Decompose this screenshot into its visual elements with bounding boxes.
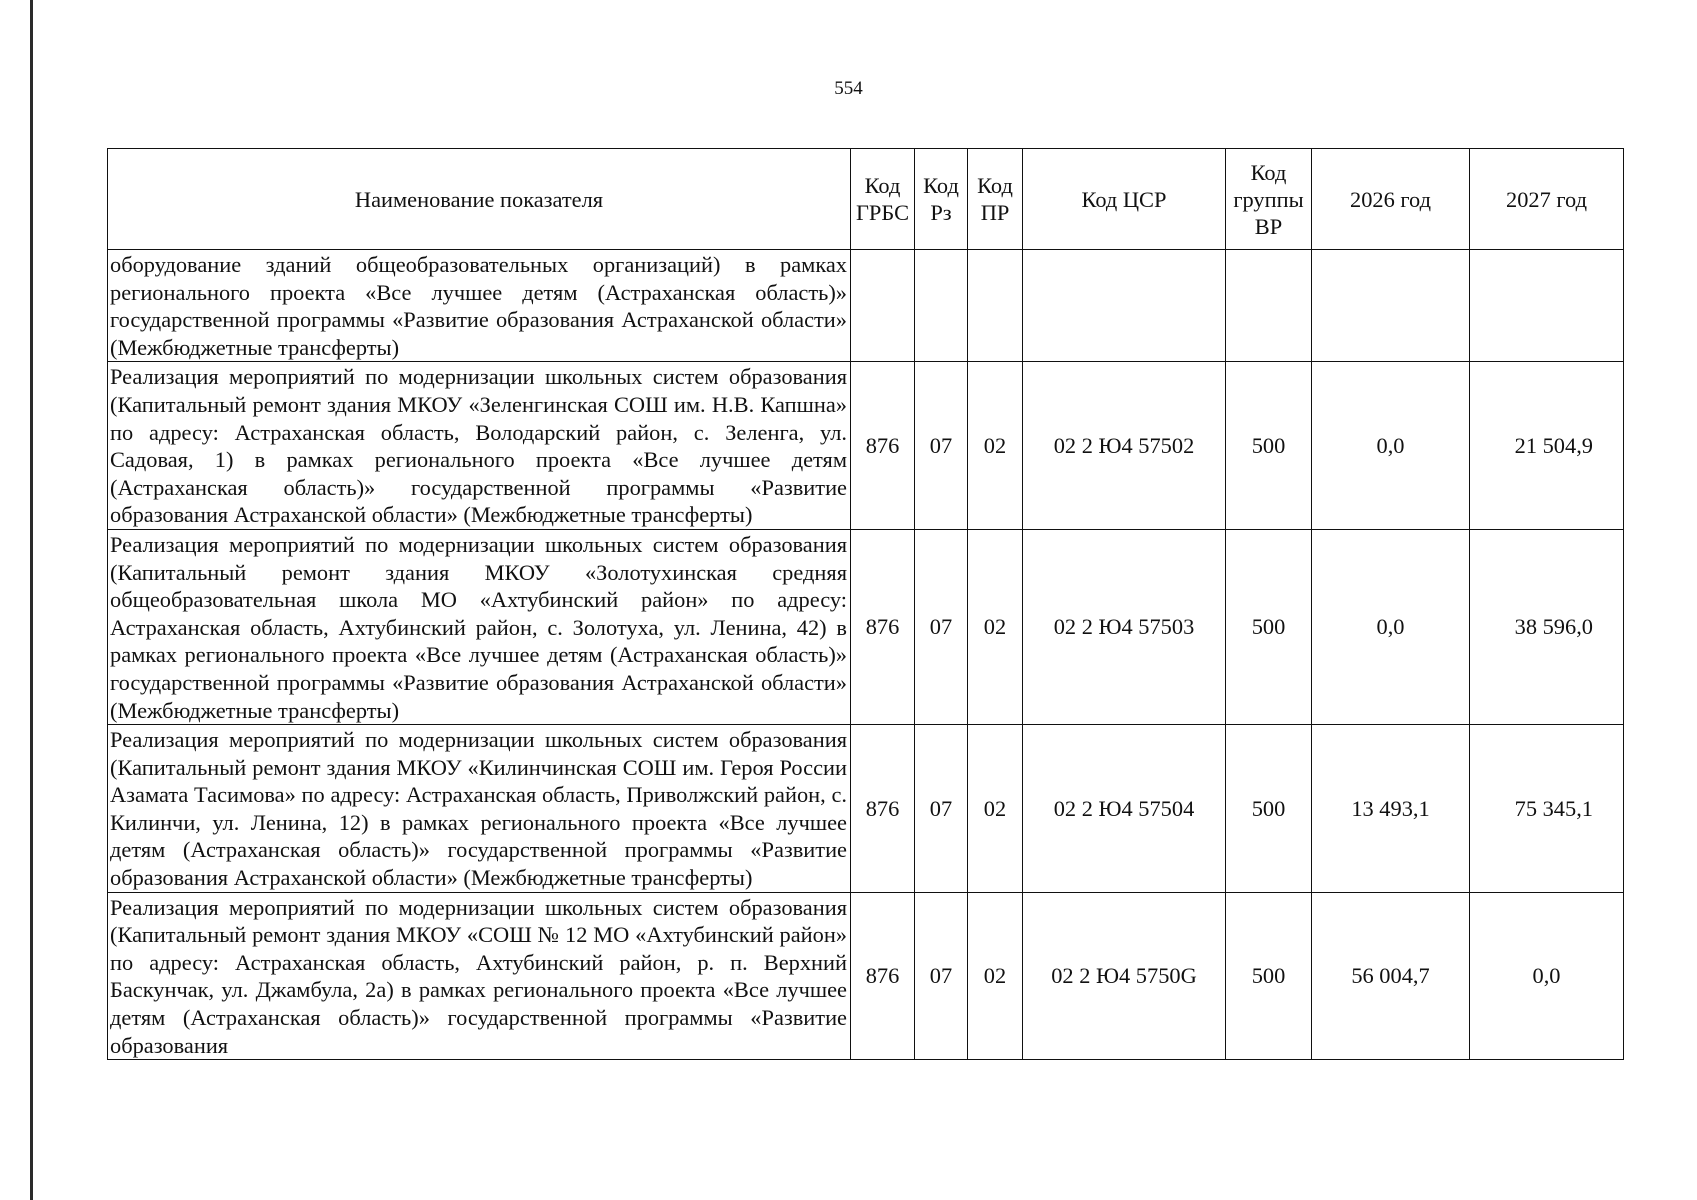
- cell-grbs: [851, 250, 915, 362]
- cell-pr: 02: [968, 529, 1023, 724]
- cell-csr: [1023, 250, 1226, 362]
- cell-pr: 02: [968, 892, 1023, 1060]
- cell-name: оборудование зданий общеобразовательных организаций) в рамках регионального проекта «Все лучшее детям (Астраханская область)» государственной программы «Развитие образования Астраханской области» (Межбюджетные трансферты): [108, 250, 851, 362]
- cell-2027: 38 596,0: [1470, 529, 1624, 724]
- cell-pr: [968, 250, 1023, 362]
- cell-csr: 02 2 Ю4 57502: [1023, 362, 1226, 530]
- cell-pr: 02: [968, 725, 1023, 893]
- cell-2027: 21 504,9: [1470, 362, 1624, 530]
- scan-edge-line: [30, 0, 33, 1200]
- cell-rz: 07: [915, 529, 968, 724]
- cell-csr: 02 2 Ю4 57503: [1023, 529, 1226, 724]
- cell-rz: 07: [915, 725, 968, 893]
- cell-vr: [1226, 250, 1312, 362]
- cell-rz: 07: [915, 362, 968, 530]
- header-name: Наименование показателя: [108, 149, 851, 250]
- cell-2026: 56 004,7: [1312, 892, 1470, 1060]
- cell-grbs: 876: [851, 725, 915, 893]
- cell-vr: 500: [1226, 529, 1312, 724]
- budget-table: [107, 148, 1624, 1060]
- cell-2027: 75 345,1: [1470, 725, 1624, 893]
- cell-2026: 0,0: [1312, 362, 1470, 530]
- header-grbs: Код ГРБС: [851, 149, 915, 250]
- cell-grbs: 876: [851, 362, 915, 530]
- cell-grbs: 876: [851, 892, 915, 1060]
- table-row: [108, 892, 1624, 1060]
- cell-csr: 02 2 Ю4 5750G: [1023, 892, 1226, 1060]
- cell-name: Реализация мероприятий по модернизации школьных систем образования (Капитальный ремонт здания МКОУ «Зеленгинская СОШ им. Н.В. Капшна» по адресу: Астраханская область, Володарский район, с. Зеленга, ул. Садовая, 1) в рамках регионального проекта «Все лучшее детям (Астраханская область)» государственной программы «Развитие образования Астраханской области» (Межбюджетные трансферты): [108, 362, 851, 530]
- cell-vr: 500: [1226, 892, 1312, 1060]
- cell-2027: [1470, 250, 1624, 362]
- cell-rz: [915, 250, 968, 362]
- header-2026: 2026 год: [1312, 149, 1470, 250]
- cell-name: Реализация мероприятий по модернизации школьных систем образования (Капитальный ремонт здания МКОУ «Килинчинская СОШ им. Героя России Азамата Тасимова» по адресу: Астраханская область, Приволжский район, с. Килинчи, ул. Ленина, 12) в рамках регионального проекта «Все лучшее детям (Астраханская область)» государственной программы «Развитие образования Астраханской области» (Межбюджетные трансферты): [108, 725, 851, 893]
- table-row: [108, 250, 1624, 362]
- cell-csr: 02 2 Ю4 57504: [1023, 725, 1226, 893]
- table-row: [108, 725, 1624, 893]
- table-header-row: [108, 149, 1624, 250]
- cell-2026: [1312, 250, 1470, 362]
- header-pr: Код ПР: [968, 149, 1023, 250]
- cell-vr: 500: [1226, 725, 1312, 893]
- cell-pr: 02: [968, 362, 1023, 530]
- header-2027: 2027 год: [1470, 149, 1624, 250]
- table-row: [108, 362, 1624, 530]
- page-number: 554: [834, 78, 863, 99]
- cell-rz: 07: [915, 892, 968, 1060]
- cell-grbs: 876: [851, 529, 915, 724]
- header-csr: Код ЦСР: [1023, 149, 1226, 250]
- table-row: [108, 529, 1624, 724]
- cell-2026: 0,0: [1312, 529, 1470, 724]
- cell-vr: 500: [1226, 362, 1312, 530]
- cell-2026: 13 493,1: [1312, 725, 1470, 893]
- cell-name: Реализация мероприятий по модернизации школьных систем образования (Капитальный ремонт здания МКОУ «Золотухинская средняя общеобразовательная школа МО «Ахтубинский район» по адресу: Астраханская область, Ахтубинский район, с. Золотуха, ул. Ленина, 42) в рамках регионального проекта «Все лучшее детям (Астраханская область)» государственной программы «Развитие образования Астраханской области» (Межбюджетные трансферты): [108, 529, 851, 724]
- cell-2027: 0,0: [1470, 892, 1624, 1060]
- header-rz: Код Рз: [915, 149, 968, 250]
- header-vr: Код группы ВР: [1226, 149, 1312, 250]
- cell-name: Реализация мероприятий по модернизации школьных систем образования (Капитальный ремонт здания МКОУ «СОШ № 12 МО «Ахтубинский район» по адресу: Астраханская область, Ахтубинский район, р. п. Верхний Баскунчак, ул. Джамбула, 2а) в рамках регионального проекта «Все лучшее детям (Астраханская область)» государственной программы «Развитие образования: [108, 892, 851, 1060]
